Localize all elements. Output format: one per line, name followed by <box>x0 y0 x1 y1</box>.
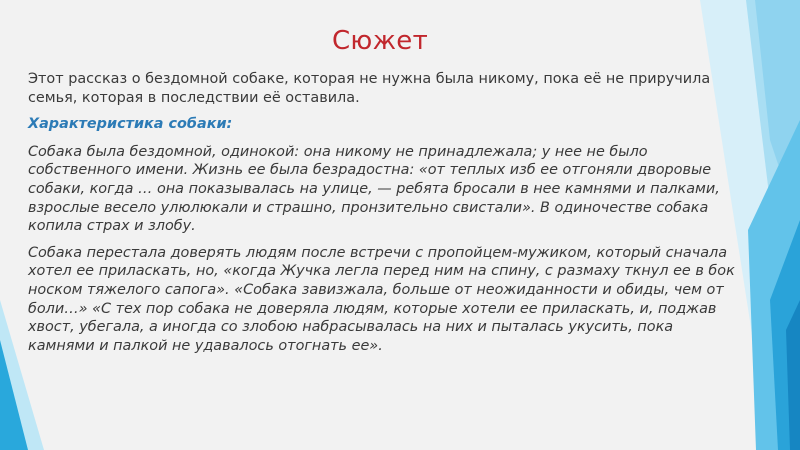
intro-paragraph: Этот рассказ о бездомной собаке, которая не нужна была никому, пока её не приручила семья, которая в последствии её оставила. <box>28 71 711 106</box>
characteristic-paragraph-1: Собака была бездомной, одинокой: она никому не принадлежала; у нее не было собственного имени. Жизнь ее была безрадостна: «от теплых изб ее отгоняли дворовые собаки, когда … она показывалась на улице, — ребята бросали в нее камнями и палками, взрослые весело улюлюкали и страшно, пронзительно свистали». В одиночестве собака копила страх и злобу. <box>28 143 720 235</box>
slide-body <box>28 70 744 363</box>
characteristic-paragraph-2: Собака перестала доверять людям после встречи с пропойцем-мужиком, который сначала хотел ее приласкать, но, «когда Жучка легла перед ним на спину, с размаху ткнул ее в бок носком тяжелого сапога». «Собака завизжала, больше от неожиданности и обиды, чем от боли…» «С тех пор собака не доверяла людям, которые хотели ее приласкать, и, поджав хвост, убегала, а иногда со злобою набрасывалась на них и пыталась укусить, пока камнями и палкой не удавалось отогнать ее». <box>28 244 735 354</box>
slide-title: Сюжет <box>331 26 429 56</box>
section-heading: Характеристика собаки: <box>28 116 233 133</box>
